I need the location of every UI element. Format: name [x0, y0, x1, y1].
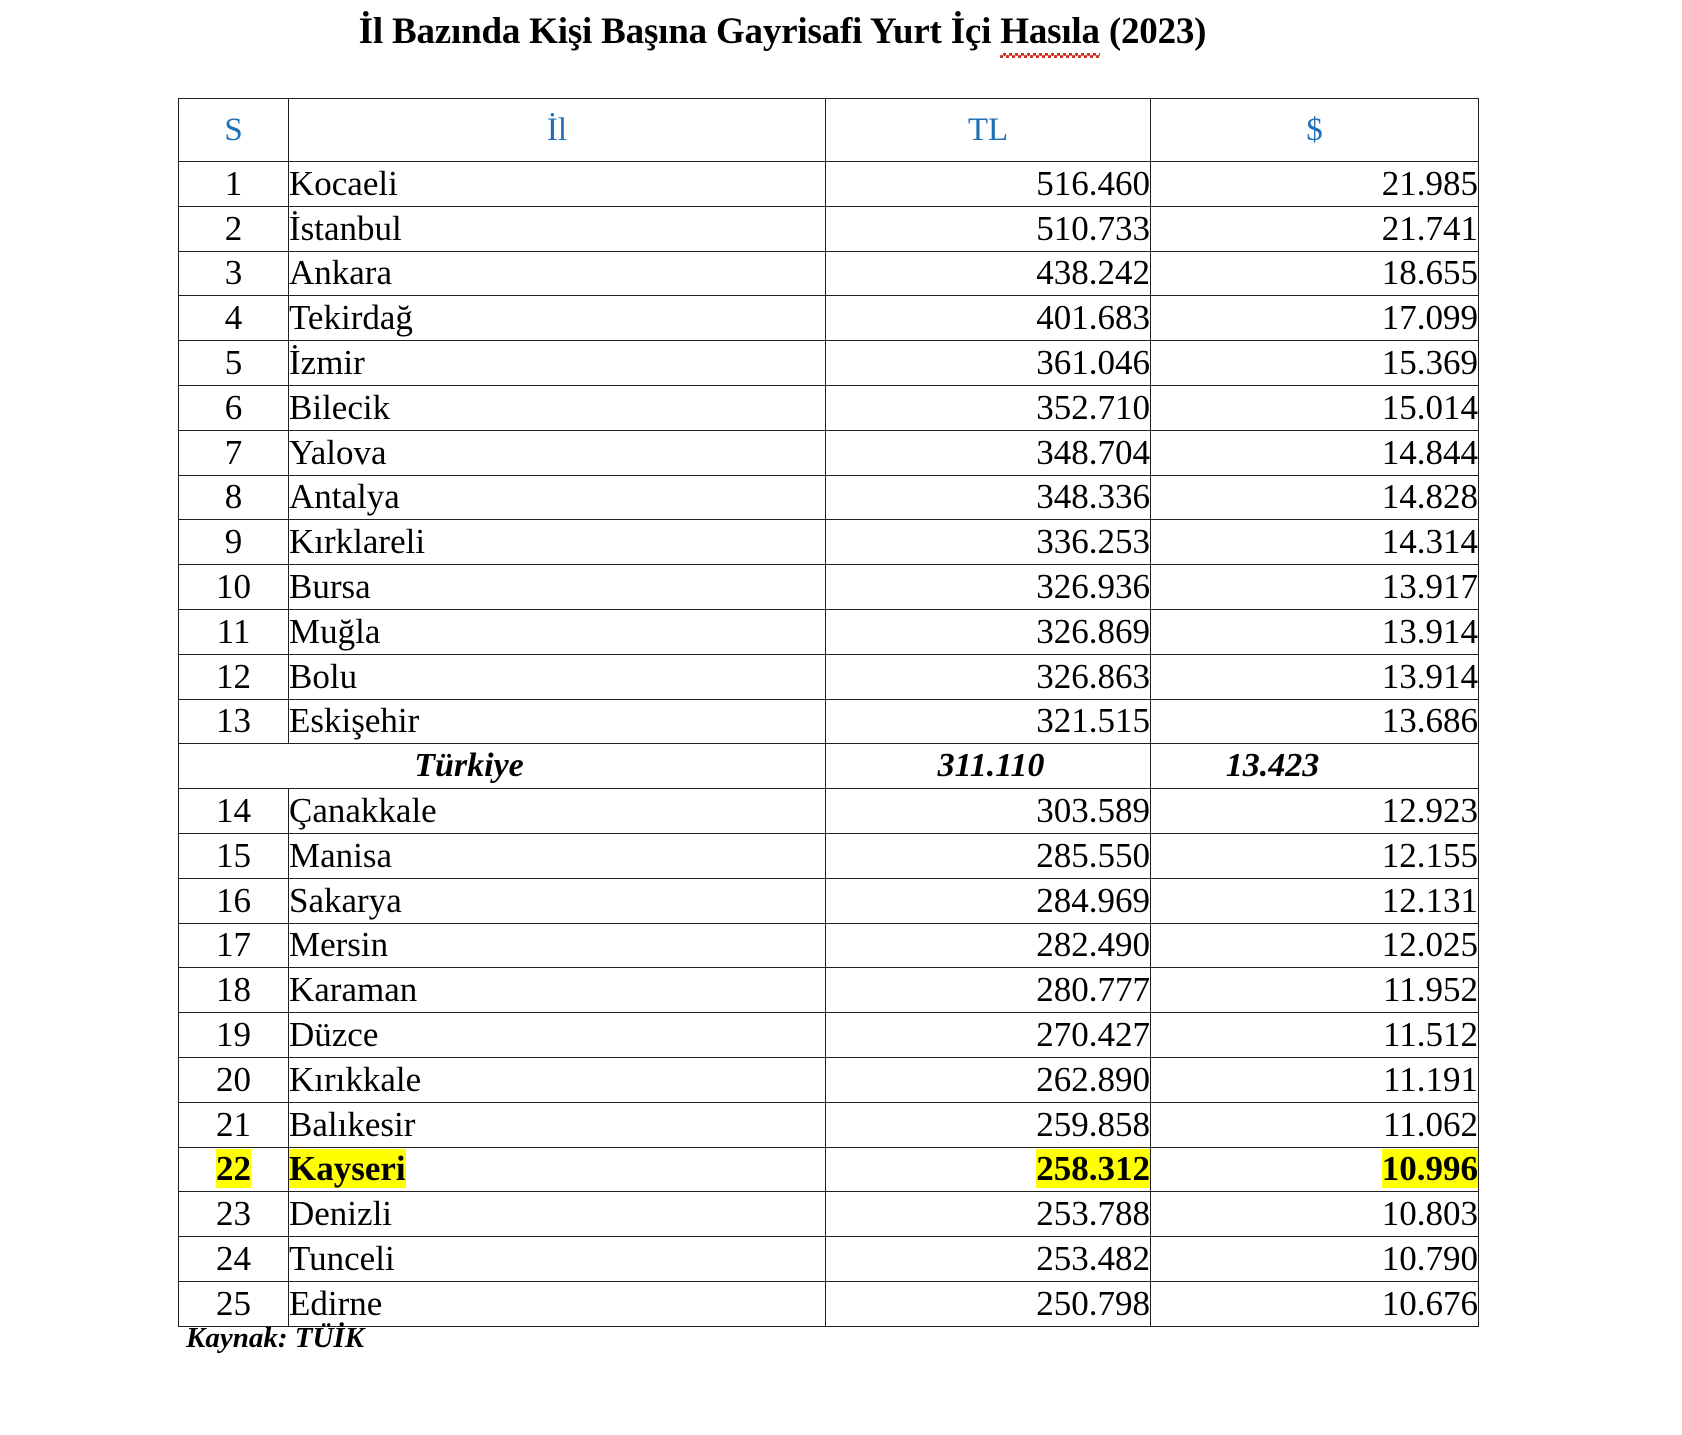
- cell-il: Edirne: [289, 1281, 826, 1326]
- highlight-mark: 22: [216, 1149, 251, 1189]
- cell-s: 5: [179, 341, 289, 386]
- cell-il: Manisa: [289, 833, 826, 878]
- table-row: [179, 385, 1479, 430]
- cell-s: 2: [179, 206, 289, 251]
- cell-usd: 13.914: [1151, 609, 1479, 654]
- cell-s: 4: [179, 296, 289, 341]
- source-note: Kaynak: TÜİK: [186, 1322, 365, 1354]
- cell-il: Denizli: [289, 1192, 826, 1237]
- cell-tl: 510.733: [826, 206, 1151, 251]
- cell-il: Balıkesir: [289, 1102, 826, 1147]
- cell-il: Yalova: [289, 430, 826, 475]
- table-row: [179, 296, 1479, 341]
- cell-usd: 14.828: [1151, 475, 1479, 520]
- cell-usd: 11.191: [1151, 1057, 1479, 1102]
- cell-il: Kırıkkale: [289, 1057, 826, 1102]
- column-header-province: İl: [289, 99, 826, 162]
- cell-tl: 270.427: [826, 1013, 1151, 1058]
- cell-usd: 15.369: [1151, 341, 1479, 386]
- cell-s: 17: [179, 923, 289, 968]
- cell-s: 10: [179, 565, 289, 610]
- cell-il: Kocaeli: [289, 162, 826, 207]
- table-row: [179, 1013, 1479, 1058]
- gdp-per-capita-table: [178, 98, 1479, 1327]
- table-row: [179, 968, 1479, 1013]
- cell-il: Eskişehir: [289, 699, 826, 744]
- table-row: [179, 520, 1479, 565]
- cell-il: Muğla: [289, 609, 826, 654]
- cell-s: 23: [179, 1192, 289, 1237]
- cell-usd: 12.923: [1151, 789, 1479, 834]
- cell-s: 16: [179, 878, 289, 923]
- table-header: [179, 99, 1479, 162]
- table-row: [179, 1147, 1479, 1192]
- table-row: [179, 1102, 1479, 1147]
- cell-usd: 12.131: [1151, 878, 1479, 923]
- cell-usd: 13.686: [1151, 699, 1479, 744]
- cell-s: 20: [179, 1057, 289, 1102]
- cell-usd: 10.790: [1151, 1237, 1479, 1282]
- cell-usd: 14.844: [1151, 430, 1479, 475]
- cell-il: Bolu: [289, 654, 826, 699]
- cell-total-label: Türkiye: [179, 744, 826, 789]
- cell-tl: 282.490: [826, 923, 1151, 968]
- cell-tl: 348.336: [826, 475, 1151, 520]
- cell-il: Ankara: [289, 251, 826, 296]
- cell-usd: 21.741: [1151, 206, 1479, 251]
- cell-usd: 17.099: [1151, 296, 1479, 341]
- cell-tl: 285.550: [826, 833, 1151, 878]
- cell-tl: 321.515: [826, 699, 1151, 744]
- cell-il: İstanbul: [289, 206, 826, 251]
- cell-s: 24: [179, 1237, 289, 1282]
- cell-tl: 438.242: [826, 251, 1151, 296]
- title-part-after: (2023): [1099, 11, 1207, 52]
- cell-tl: 303.589: [826, 789, 1151, 834]
- cell-il: Antalya: [289, 475, 826, 520]
- cell-tl: 401.683: [826, 296, 1151, 341]
- cell-tl: 326.863: [826, 654, 1151, 699]
- table-row: [179, 789, 1479, 834]
- table-body: [179, 162, 1479, 1327]
- cell-il: Karaman: [289, 968, 826, 1013]
- gdp-table-container: [178, 98, 1478, 1327]
- column-header-tl: TL: [826, 99, 1151, 162]
- cell-il: İzmir: [289, 341, 826, 386]
- title-misspelled-word: Hasıla: [1000, 11, 1100, 52]
- cell-s: 18: [179, 968, 289, 1013]
- column-header-usd: $: [1151, 99, 1479, 162]
- table-row: [179, 833, 1479, 878]
- cell-s: 3: [179, 251, 289, 296]
- cell-total-usd: 13.423: [1151, 744, 1479, 789]
- highlight-mark: 258.312: [1036, 1149, 1150, 1189]
- cell-s: 11: [179, 609, 289, 654]
- table-total-row: [179, 744, 1479, 789]
- column-header-rank: S: [179, 99, 289, 162]
- cell-tl: 250.798: [826, 1281, 1151, 1326]
- cell-il: Kırklareli: [289, 520, 826, 565]
- highlight-mark: 10.996: [1381, 1149, 1478, 1189]
- cell-tl: 336.253: [826, 520, 1151, 565]
- cell-s: 25: [179, 1281, 289, 1326]
- cell-usd: [1151, 1147, 1479, 1192]
- cell-s: 7: [179, 430, 289, 475]
- cell-usd: 13.917: [1151, 565, 1479, 610]
- cell-tl: 259.858: [826, 1102, 1151, 1147]
- cell-il: Tekirdağ: [289, 296, 826, 341]
- cell-tl: 253.482: [826, 1237, 1151, 1282]
- cell-il: Çanakkale: [289, 789, 826, 834]
- cell-usd: 10.676: [1151, 1281, 1479, 1326]
- cell-usd: 18.655: [1151, 251, 1479, 296]
- cell-usd: 10.803: [1151, 1192, 1479, 1237]
- table-row: [179, 878, 1479, 923]
- title-part-before: İl Bazında Kişi Başına Gayrisafi Yurt İçi: [358, 11, 1001, 52]
- cell-tl: 516.460: [826, 162, 1151, 207]
- table-row: [179, 341, 1479, 386]
- cell-tl: 253.788: [826, 1192, 1151, 1237]
- cell-s: 8: [179, 475, 289, 520]
- table-row: [179, 1192, 1479, 1237]
- table-row: [179, 654, 1479, 699]
- cell-s: 21: [179, 1102, 289, 1147]
- table-row: [179, 251, 1479, 296]
- cell-s: [179, 1147, 289, 1192]
- table-row: [179, 430, 1479, 475]
- table-row: [179, 162, 1479, 207]
- cell-usd: 14.314: [1151, 520, 1479, 565]
- cell-tl: 326.869: [826, 609, 1151, 654]
- cell-s: 15: [179, 833, 289, 878]
- cell-il: Bilecik: [289, 385, 826, 430]
- cell-s: 9: [179, 520, 289, 565]
- cell-il: Tunceli: [289, 1237, 826, 1282]
- table-row: [179, 699, 1479, 744]
- table-row: [179, 565, 1479, 610]
- cell-usd: 11.952: [1151, 968, 1479, 1013]
- cell-s: 1: [179, 162, 289, 207]
- cell-il: Mersin: [289, 923, 826, 968]
- cell-tl: 348.704: [826, 430, 1151, 475]
- cell-il: Bursa: [289, 565, 826, 610]
- cell-tl: 284.969: [826, 878, 1151, 923]
- cell-usd: 21.985: [1151, 162, 1479, 207]
- cell-tl: 326.936: [826, 565, 1151, 610]
- cell-s: 14: [179, 789, 289, 834]
- cell-s: 6: [179, 385, 289, 430]
- cell-tl: 280.777: [826, 968, 1151, 1013]
- cell-usd: 15.014: [1151, 385, 1479, 430]
- table-row: [179, 1237, 1479, 1282]
- table-row: [179, 1057, 1479, 1102]
- cell-il: Düzce: [289, 1013, 826, 1058]
- cell-tl: 262.890: [826, 1057, 1151, 1102]
- table-row: [179, 609, 1479, 654]
- table-row: [179, 475, 1479, 520]
- cell-il: [289, 1147, 826, 1192]
- cell-usd: 12.155: [1151, 833, 1479, 878]
- cell-total-tl: 311.110: [826, 744, 1151, 789]
- cell-tl: 352.710: [826, 385, 1151, 430]
- cell-s: 12: [179, 654, 289, 699]
- table-row: [179, 923, 1479, 968]
- highlight-mark: Kayseri: [289, 1149, 406, 1189]
- cell-s: 19: [179, 1013, 289, 1058]
- cell-usd: 11.062: [1151, 1102, 1479, 1147]
- cell-usd: 12.025: [1151, 923, 1479, 968]
- cell-tl: 361.046: [826, 341, 1151, 386]
- table-row: [179, 1281, 1479, 1326]
- cell-il: Sakarya: [289, 878, 826, 923]
- cell-s: 13: [179, 699, 289, 744]
- cell-usd: 11.512: [1151, 1013, 1479, 1058]
- cell-tl: [826, 1147, 1151, 1192]
- page-title: [0, 10, 1565, 53]
- cell-usd: 13.914: [1151, 654, 1479, 699]
- table-row: [179, 206, 1479, 251]
- table-header-row: [179, 99, 1479, 162]
